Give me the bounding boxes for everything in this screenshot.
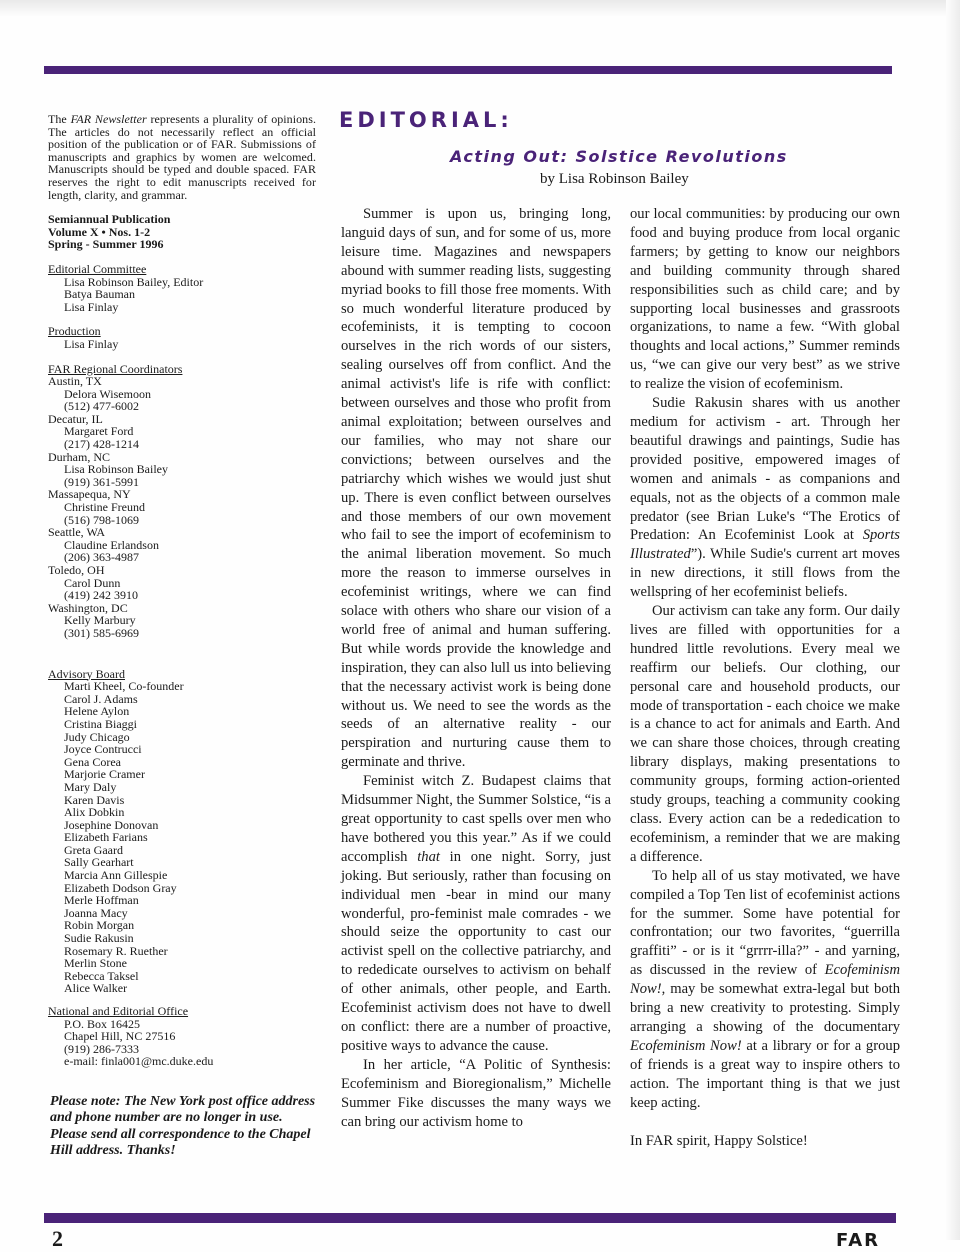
coordinator-city: Decatur, IL <box>48 411 103 426</box>
coordinator-phone: (512) 477-6002 <box>64 399 139 414</box>
advisory-member: Gena Corea <box>64 754 121 769</box>
article-byline: by Lisa Robinson Bailey <box>540 171 689 187</box>
advisory-member: Marcia Ann Gillespie <box>64 868 168 883</box>
advisory-member: Elizabeth Farians <box>64 830 148 845</box>
coordinator-name: Carol Dunn <box>64 575 121 590</box>
coordinator-city: Austin, TX <box>48 374 102 389</box>
editorial-committee <box>48 263 316 313</box>
address-change-note: Please note: The New York post office address and phone number are no longer in use. Please send all correspondence to the Chapel Hill address. Thanks! <box>50 1094 316 1159</box>
coordinator-city: Seattle, WA <box>48 525 106 540</box>
volume-number: Volume X • Nos. 1-2 <box>48 224 151 239</box>
advisory-member: Merle Hoffman <box>64 893 139 908</box>
section-heading: EDITORIAL: <box>339 108 513 132</box>
advisory-member: Joanna Macy <box>64 905 128 920</box>
publication-frequency: Semiannual Publication <box>48 212 171 227</box>
footer-rule <box>44 1213 896 1223</box>
coordinator-city: Washington, DC <box>48 600 128 615</box>
advisory-member: Mary Daly <box>64 779 117 794</box>
advisory-member: Rebecca Taksel <box>64 968 139 983</box>
masthead-sidebar <box>48 113 316 1068</box>
coordinator-phone: (301) 585-6969 <box>64 625 139 640</box>
coordinator-phone: (206) 363-4987 <box>64 550 139 565</box>
regional-coordinators <box>48 363 316 640</box>
scan-edge-top <box>0 0 960 16</box>
paragraph: To help all of us stay motivated, we have compiled a Top Ten list of ecofeminist actions for the summer. Some have potential for confrontation; our two favorites, “guerrilla graffiti” - or is it “grrrr-illa?” - and yarning, as discussed in the review of Ecofeminism Now!, may be somewhat extra-legal but both bring a new creativity to protesting. Simply arranging a showing of the documentary Ecofeminism Now! at a library or for a group of friends is a great way to inspire others to action. The important thing is that we just keep acting. <box>630 867 900 1111</box>
advisory-member: Marti Kheel, Co-founder <box>64 679 184 694</box>
advisory-member: Greta Gaard <box>64 842 123 857</box>
coordinator-phone: (419) 242 3910 <box>64 588 138 603</box>
publication-info <box>48 213 316 251</box>
paragraph: Summer is upon us, bringing long, languid days of sun, and for some of us, more leisure time. Magazines and newspapers abound with summer reading lists, suggesting myriad books to fill those free moments. With so much wonderful literature produced by ecofeminists, it is tempting to cocoon ourselves in the rich words of our sisters, sealing ourselves off from conflict. And the animal activist's life is rife with conflict: between ourselves and those who profit from animal exploitation; between ourselves and our families, who may not share our convictions; between ourselves and the patriarchy which wishes we would just shut up. There is even conflict between ourselves and those members of our own movement who fail to see the import of ecofeminism to the animal liberation movement. So much more the reason to immerse ourselves in ecofeminist writings, where we can find solace with others who share our vision of a world free of animal and human suffering. But while words provide the knowledge and inspiration, they can also lull us into believing that the necessary activist work is being done without us. We need to see the words as the seeds of an alternative reality - our perspiration and nurturing cause them to germinate and thrive. <box>341 206 611 771</box>
advisory-board <box>48 668 316 995</box>
coordinator-city: Durham, NC <box>48 449 110 464</box>
production-heading: Production <box>48 324 101 339</box>
coordinator-city: Massapequa, NY <box>48 487 131 502</box>
advisory-member: Rosemary R. Ruether <box>64 943 168 958</box>
office-email: e-mail: finla001@mc.duke.edu <box>64 1054 214 1069</box>
scan-edge-right <box>946 0 960 1240</box>
office-line: P.O. Box 16425 <box>64 1016 141 1031</box>
advisory-member: Judy Chicago <box>64 729 130 744</box>
committee-member: Lisa Finlay <box>64 299 119 314</box>
advisory-member: Sudie Rakusin <box>64 931 134 946</box>
article-title: Acting Out: Solstice Revolutions <box>450 147 788 166</box>
header-rule <box>44 66 892 74</box>
advisory-member: Karen Davis <box>64 792 125 807</box>
article-column-1 <box>341 205 611 1131</box>
editorial-committee-heading: Editorial Committee <box>48 261 147 276</box>
coordinator-name: Claudine Erlandson <box>64 537 159 552</box>
coordinator-phone: (217) 428-1214 <box>64 437 139 452</box>
advisory-member: Carol J. Adams <box>64 691 138 706</box>
closing-line: In FAR spirit, Happy Solstice! <box>630 1132 808 1149</box>
page-number: 2 <box>52 1226 63 1251</box>
paragraph: our local communities: by producing our own food and buying produce from local organic farmers; by getting to know our neighbors and building community through shared responsibilities such as child care; and by supporting local businesses and grassroots organizations, to name a few. “With global thoughts and local actions,” Summer reminds us, “we can give our very best” as we strive to realize the vision of ecofeminism. <box>630 206 900 393</box>
advisory-member: Elizabeth Dodson Gray <box>64 880 177 895</box>
paragraph: In her article, “A Politic of Synthesis: Ecofeminism and Bioregionalism,” Michelle Summer Fike discusses the many ways we can bring our activism home to <box>341 1056 611 1130</box>
running-head: FAR <box>836 1230 881 1251</box>
advisory-member: Robin Morgan <box>64 918 135 933</box>
office-address <box>48 1005 316 1068</box>
advisory-list <box>48 680 316 995</box>
advisory-member: Marjorie Cramer <box>64 767 145 782</box>
coordinator-city: Toledo, OH <box>48 563 105 577</box>
advisory-board-heading: Advisory Board <box>48 666 125 681</box>
advisory-member: Josephine Donovan <box>64 817 159 832</box>
coordinator-name: Christine Freund <box>64 500 145 515</box>
advisory-member: Joyce Contrucci <box>64 742 142 757</box>
paragraph: Feminist witch Z. Budapest claims that Midsummer Night, the Summer Solstice, “is a great opportunity to cast spells over men who have bothered you this year.” As if we could accomplish that in one night. Sorry, just joking. But seriously, rather than focusing on individual men -bear in mind our many wonderful, pro-feminist male comrades - we should seize the opportunity to cast our activist spell on the collective patriarchy, and to rededicate ourselves to activism on behalf of other animals, other people, and Earth. Ecofeminist activism does not have to dwell on conflict: there are a number of proactive, positive ways to advance the cause. <box>341 773 611 1054</box>
committee-member: Batya Bauman <box>64 287 135 302</box>
regional-coordinators-heading: FAR Regional Coordinators <box>48 361 183 376</box>
office-line: Chapel Hill, NC 27516 <box>64 1029 176 1044</box>
advisory-member: Sally Gearhart <box>64 855 134 870</box>
coordinator-name: Margaret Ford <box>64 424 134 439</box>
regional-list <box>48 375 316 639</box>
coordinator-name: Kelly Marbury <box>64 613 136 628</box>
production-member: Lisa Finlay <box>64 336 119 351</box>
production-credits <box>48 325 316 350</box>
newsletter-name: FAR Newsletter <box>70 112 147 126</box>
issue-season: Spring - Summer 1996 <box>48 237 164 252</box>
masthead-intro: The FAR Newsletter represents a plurality of opinions. The articles do not necessarily reflect an official position of the publication or of FAR. Submissions of manuscripts and graphics by women are welcomed. Manuscripts should be typed and double spaced. FAR reserves the right to edit manuscripts received for length, clarity, and grammar. <box>48 112 316 202</box>
coordinator-name: Delora Wisemoon <box>64 386 151 401</box>
office-heading: National and Editorial Office <box>48 1004 189 1018</box>
office-line: (919) 286-7333 <box>64 1041 139 1056</box>
coordinator-name: Lisa Robinson Bailey <box>64 462 168 477</box>
paragraph: Sudie Rakusin shares with us another medium for activism - art. Through her beautiful drawings and paintings, Sudie has provided positive, empowered images of women and animals - as companions and equals, not as the objects of a common male predator (see Brian Luke's “The Erotics of Predation: An Ecofeminist Look at Sports Illustrated”). While Sudie's current art moves in new directions, it still flows from the wellspring of her ecofeminist beliefs. <box>630 395 900 601</box>
advisory-member: Alice Walker <box>64 981 128 996</box>
advisory-member: Helene Aylon <box>64 704 130 719</box>
paragraph: Our activism can take any form. Our daily lives are filled with opportunities for a hundred little revolutions. Every meal we reaffirm our beliefs. Our clothing, our personal care and household products, our mode of transportation - each choice we make is a chance to act for animals and Earth. And we can share those choices, through creating library displays, making presentations to community groups, forming action-oriented study groups, teaching a community cooking class. Every action can be a rededication to ecofeminism, a reminder that we are making a difference. <box>630 603 900 865</box>
advisory-member: Alix Dobkin <box>64 805 125 820</box>
committee-member: Lisa Robinson Bailey, Editor <box>64 274 204 289</box>
coordinator-phone: (516) 798-1069 <box>64 512 139 527</box>
article-column-2 <box>630 205 900 1150</box>
advisory-member: Merlin Stone <box>64 956 127 971</box>
coordinator-phone: (919) 361-5991 <box>64 474 139 489</box>
advisory-member: Cristina Biaggi <box>64 716 137 731</box>
